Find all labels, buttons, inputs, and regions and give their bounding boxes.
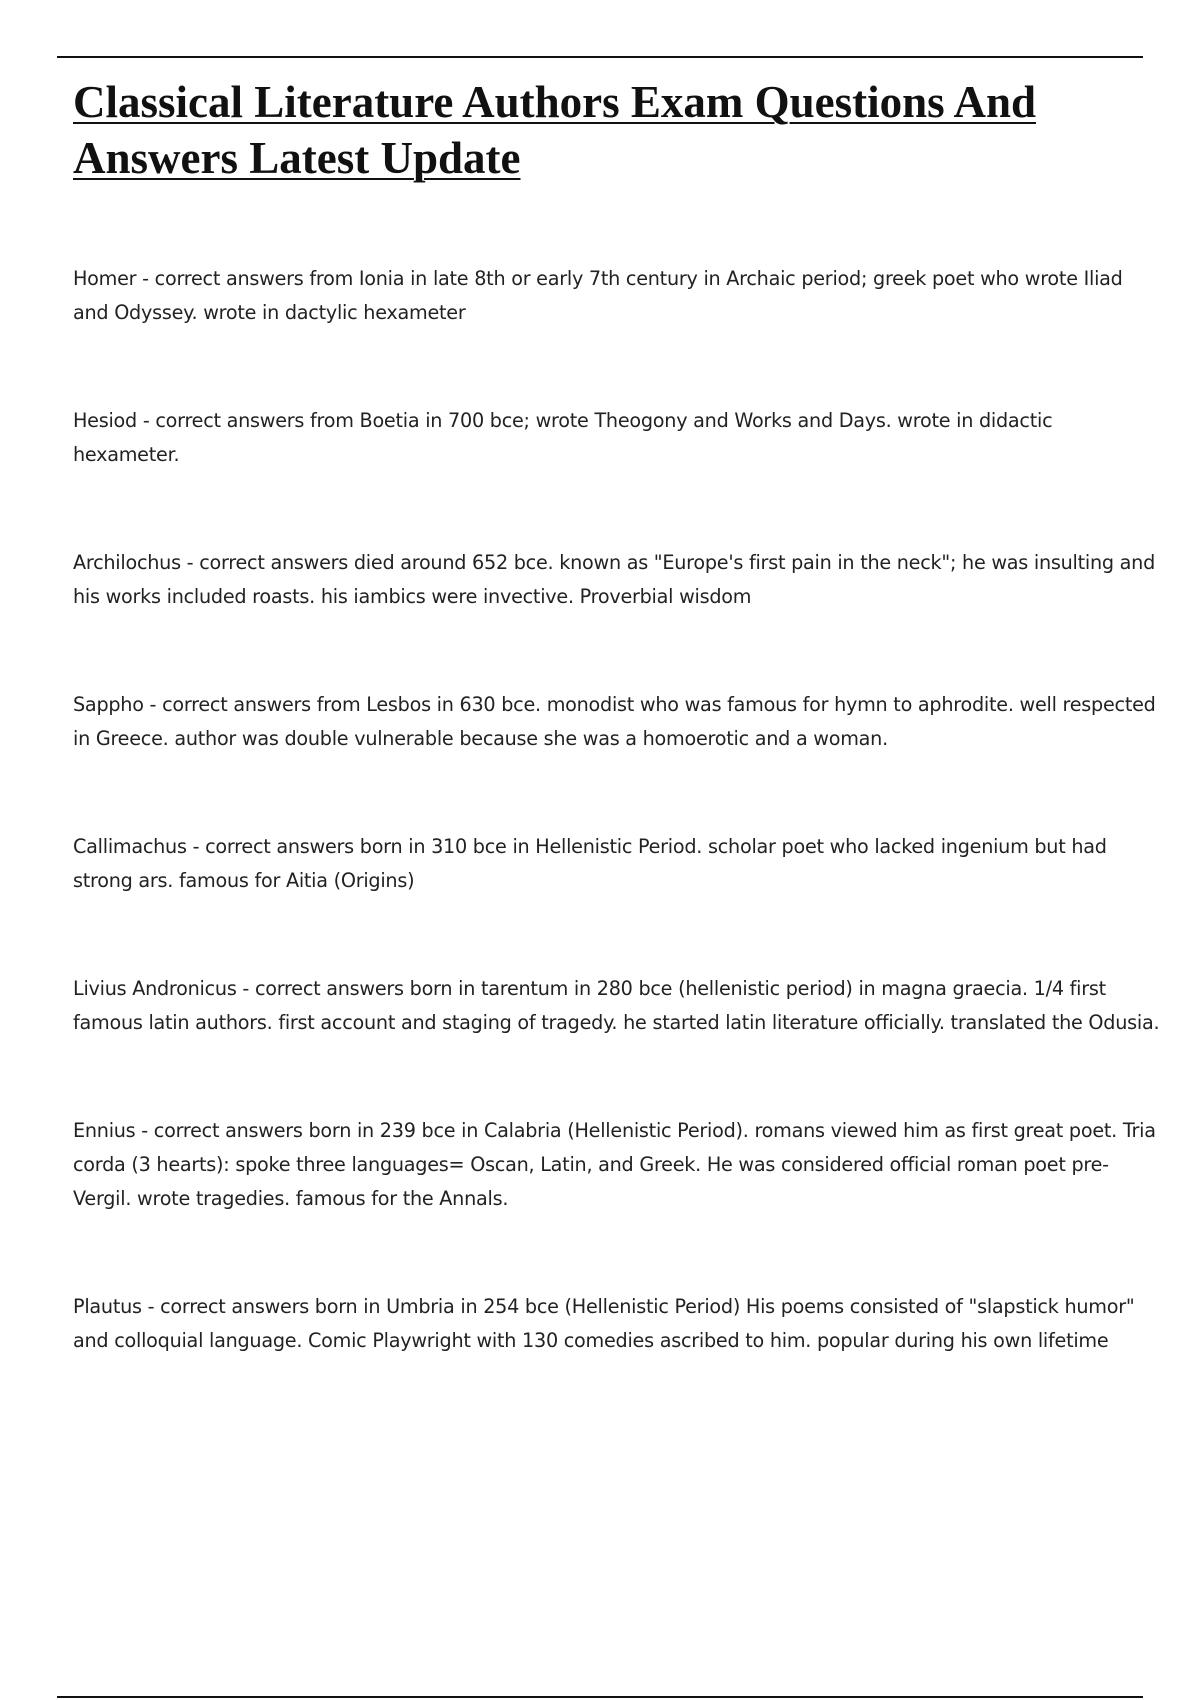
- entry-livius-andronicus: Livius Andronicus - correct answers born in tarentum in 280 bce (hellenistic period) in magna graecia. 1/4 first famous latin authors. first account and staging of tragedy. he started latin literature officially. translated the Odusia.: [73, 977, 1160, 1034]
- entry-hesiod: Hesiod - correct answers from Boetia in 700 bce; wrote Theogony and Works and Days. wrote in didactic hexameter.: [73, 409, 1053, 466]
- bottom-rule: [57, 1696, 1143, 1698]
- entry-plautus: Plautus - correct answers born in Umbria in 254 bce (Hellenistic Period) His poems consisted of "slapstick humor" and colloquial language. Comic Playwright with 130 comedies ascribed to him. popular during his own lifetime: [73, 1295, 1135, 1352]
- entry-archilochus: Archilochus - correct answers died around 652 bce. known as "Europe's first pain in the neck"; he was insulting and his works included roasts. his iambics were invective. Proverbial wisdom: [73, 551, 1156, 608]
- entry-ennius: Ennius - correct answers born in 239 bce in Calabria (Hellenistic Period). romans viewed him as first great poet. Tria corda (3 hearts): spoke three languages= Oscan, Latin, and Greek. He was considered official roman poet pre-Vergil. wrote tragedies. famous for the Annals.: [73, 1119, 1156, 1210]
- entry-list: [73, 262, 1163, 1358]
- document-title: Classical Literature Authors Exam Questions And Answers Latest Update: [73, 77, 1036, 183]
- top-rule: [57, 56, 1143, 58]
- entry-homer: Homer - correct answers from Ionia in late 8th or early 7th century in Archaic period; greek poet who wrote Iliad and Odyssey. wrote in dactylic hexameter: [73, 267, 1123, 324]
- entry-sappho: Sappho - correct answers from Lesbos in 630 bce. monodist who was famous for hymn to aphrodite. well respected in Greece. author was double vulnerable because she was a homoerotic and a woman.: [73, 693, 1156, 750]
- entry-callimachus: Callimachus - correct answers born in 310 bce in Hellenistic Period. scholar poet who lacked ingenium but had strong ars. famous for Aitia (Origins): [73, 835, 1107, 892]
